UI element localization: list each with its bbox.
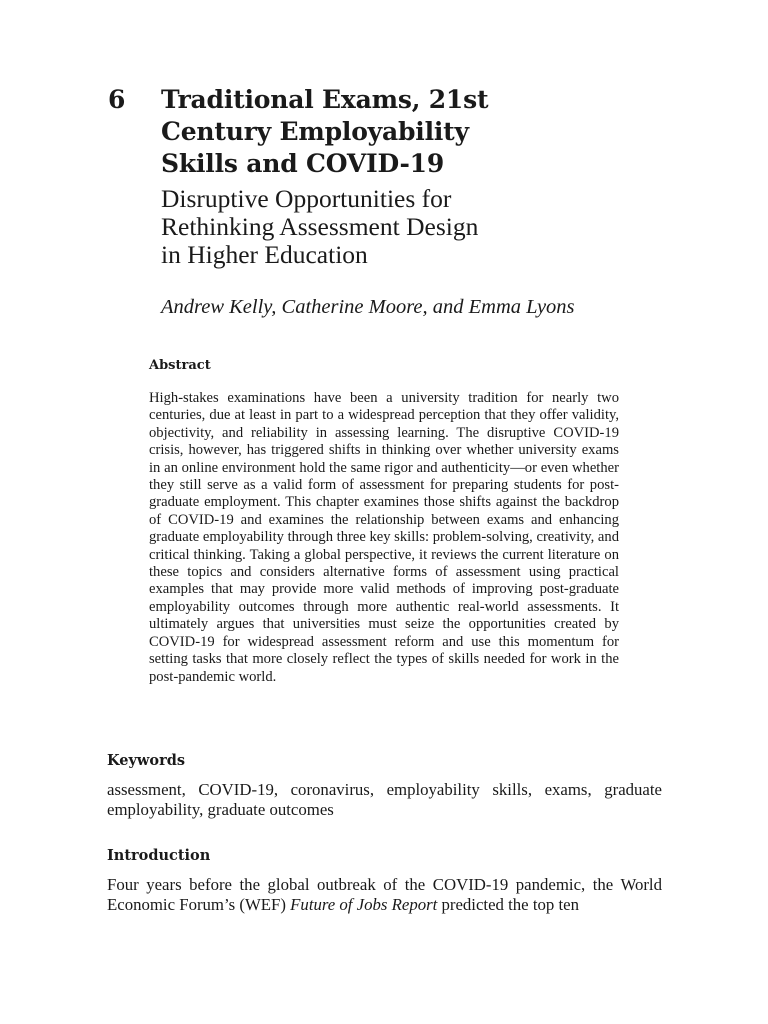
abstract-text: High-stakes examinations have been a university tradition for nearly two centuries, due at least in part to a widespread perception that they offer validity, objectivity, and reliability in assessing learning. The disruptive COVID-19 crisis, however, has triggered shifts in thinking over whether university exams in an online environment hold the same rigor and authenticity—or even whether they still serve as a valid form of assessment for preparing students for post-graduate employment. This chapter examines those shifts against the backdrop of COVID-19 and examines the relationship between exams and enhancing graduate employability through three key skills: problem-solving, creativity, and critical thinking. Taking a global perspective, it reviews the current literature on these topics and considers alternative forms of assessment using practical examples that may provide more valid methods of improving post-graduate employability outcomes through more authentic real-world assessments. It ultimately argues that universities must seize the opportunities created by COVID-19 for widespread assessment reform and use this momentum for setting tasks that more closely reflect the types of skills needed for work in the post-pandemic world. — [149, 390, 619, 685]
abstract-heading: Abstract — [149, 358, 211, 373]
chapter-title-line: Traditional Exams, 21st — [161, 85, 489, 114]
chapter-subtitle-line: Rethinking Assessment Design — [161, 212, 479, 241]
keywords-heading: Keywords — [107, 752, 186, 769]
introduction-text-end: predicted the top ten — [437, 895, 579, 914]
introduction-text-start: Four years before the global outbreak of the COVID-19 pandemic, the World Economic Forum’s (WEF) — [107, 875, 662, 914]
chapter-title-line: Skills and COVID-19 — [161, 149, 445, 178]
report-title: Future of Jobs Report — [290, 895, 438, 914]
chapter-title — [161, 84, 601, 180]
chapter-subtitle — [161, 185, 601, 269]
chapter-title-line: Century Employability — [161, 117, 469, 146]
introduction-heading: Introduction — [107, 847, 211, 864]
chapter-subtitle-line: in Higher Education — [161, 240, 368, 269]
keywords-text: assessment, COVID-19, coronavirus, employability skills, exams, graduate employability, graduate outcomes — [107, 780, 662, 819]
chapter-authors: Andrew Kelly, Catherine Moore, and Emma Lyons — [161, 296, 575, 318]
chapter-number: 6 — [108, 85, 126, 114]
chapter-subtitle-line: Disruptive Opportunities for — [161, 184, 452, 213]
introduction-paragraph — [107, 875, 662, 915]
